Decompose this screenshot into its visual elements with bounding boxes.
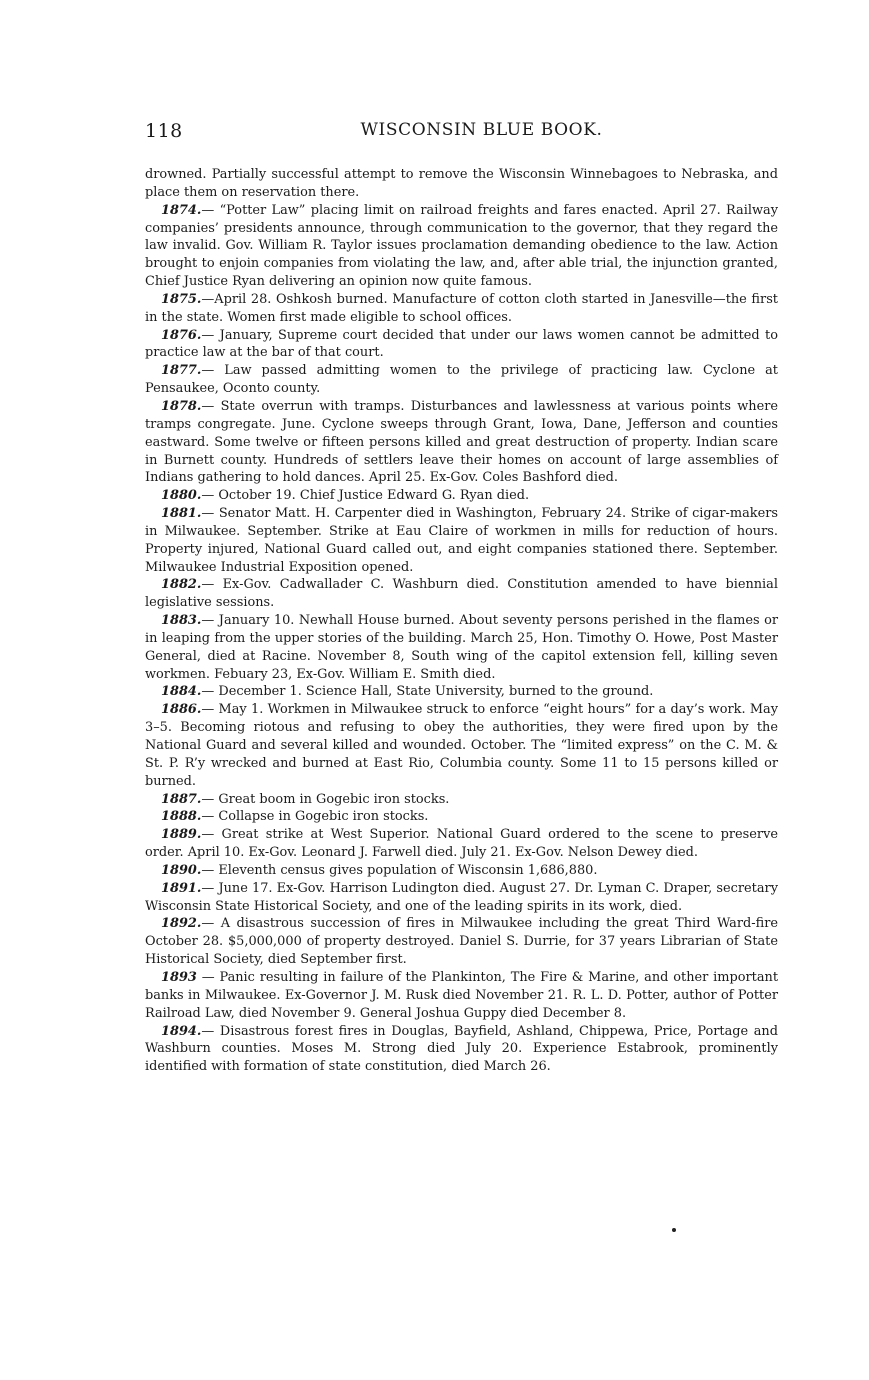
entry-year: 1890. xyxy=(161,862,202,878)
chronology-entry xyxy=(145,683,778,701)
chronology-entry xyxy=(145,327,778,363)
entry-text: — Great strike at West Superior. National Guard ordered to the scene to preserve order. April 10. Ex-Gov. Leonard J. Farwell died. July 21. Ex-Gov. Nelson Dewey died. xyxy=(145,827,778,861)
ink-speck xyxy=(672,1228,676,1232)
entry-year: 1881. xyxy=(161,506,202,522)
chronology-entry xyxy=(145,915,778,969)
entry-text: — January 10. Newhall House burned. About seventy persons perished in the flames or in leaping from the upper stories of the building. March 25, Hon. Timothy O. Howe, Post Master General, died at Racine. November 8, South wing of the capitol extension fell, killing seven workmen. Febuary 23, Ex-Gov. William E. Smith died. xyxy=(145,613,778,682)
entry-year: 1878. xyxy=(161,398,202,414)
entry-year: 1887. xyxy=(161,791,202,807)
entry-year: 1884. xyxy=(161,684,202,700)
entry-text: — January, Supreme court decided that under our laws women cannot be admitted to practice law at the bar of that court. xyxy=(145,327,778,361)
book-title: WISCONSIN BLUE BOOK. xyxy=(360,120,603,140)
running-head xyxy=(145,120,778,150)
entry-text: — May 1. Workmen in Milwaukee struck to enforce “eight hours” for a day’s work. May 3–5. Becoming riotous and refusing to obey the authorities, they were fired upon by the National Guard and several killed and wounded. October. The “limited express” on the C. M. & St. P. R’y wrecked and burned at East Rio, Columbia county. Some 11 to 15 persons killed or burned. xyxy=(145,702,778,789)
entry-year: 1875. xyxy=(161,291,202,307)
entry-text: —April 28. Oshkosh burned. Manufacture of cotton cloth started in Janesville—the first in the state. Women first made eligible to school offices. xyxy=(145,291,778,325)
entry-list xyxy=(145,202,778,1076)
chronology-entry xyxy=(145,969,778,1023)
entry-text: — Law passed admitting women to the privilege of practicing law. Cyclone at Pensaukee, Oconto county. xyxy=(145,363,778,397)
entry-year: 1894. xyxy=(161,1023,202,1039)
entry-year: 1889. xyxy=(161,827,202,843)
chronology-entry xyxy=(145,791,778,809)
chronology-entry xyxy=(145,487,778,505)
chronology-entry xyxy=(145,701,778,790)
entry-text: — State overrun with tramps. Disturbances and lawlessness at various points where tramps congregate. June. Cyclone sweeps through Grant, Iowa, Dane, Jefferson and counties eastward. Some twelve or fifteen persons killed and great destruction of property. Indian scare in Burnett county. Hundreds of settlers leave their homes on account of large assemblies of Indians gathering to hold dances. April 25. Ex-Gov. Coles Bashford died. xyxy=(145,398,778,486)
entry-text: — Eleventh census gives population of Wisconsin 1,686,880. xyxy=(201,862,598,878)
chronology-entry xyxy=(145,576,778,612)
chronology-entry xyxy=(145,808,778,826)
entry-year: 1891. xyxy=(161,880,202,896)
entry-text: — December 1. Science Hall, State University, burned to the ground. xyxy=(201,684,654,700)
chronology-body xyxy=(145,166,778,1076)
chronology-entry xyxy=(145,291,778,327)
chronology-entry xyxy=(145,612,778,683)
entry-year: 1886. xyxy=(161,702,202,718)
entry-year: 1883. xyxy=(161,613,202,629)
entry-text: — Great boom in Gogebic iron stocks. xyxy=(201,791,450,807)
page-number: 118 xyxy=(145,120,183,142)
chronology-entry xyxy=(145,826,778,862)
chronology-entry xyxy=(145,398,778,487)
entry-text: — Senator Matt. H. Carpenter died in Washington, February 24. Strike of cigar-makers in Milwaukee. September. Strike at Eau Claire of workmen in mills for reduction of hours. Property injured, National Guard called out, and eight companies stationed there. September. Milwaukee Industrial Exposition opened. xyxy=(145,506,778,575)
entry-year: 1874. xyxy=(161,202,202,218)
entry-text: — Disastrous forest fires in Douglas, Bayfield, Ashland, Chippewa, Price, Portage and Washburn counties. Moses M. Strong died July 20. Experience Estabrook, prominently identified with formation of state constitution, died March 26. xyxy=(145,1023,778,1075)
entry-year: 1892. xyxy=(161,916,202,932)
entry-year: 1893 xyxy=(161,969,197,985)
chronology-entry xyxy=(145,202,778,291)
entry-year: 1882. xyxy=(161,577,202,593)
entry-text: — Collapse in Gogebic iron stocks. xyxy=(201,809,429,825)
entry-text: — A disastrous succession of fires in Milwaukee including the great Third Ward-fire October 28. $5,000,000 of property destroyed. Daniel S. Durrie, for 37 years Librarian of State Historical Society, died September first. xyxy=(145,916,778,968)
entry-text: — “Potter Law” placing limit on railroad freights and fares enacted. April 27. Railway companies’ presidents announce, through communication to the governor, that they regard the law invalid. Gov. William R. Taylor issues proclamation demanding obedience to the law. Action brought to enjoin companies from violating the law, and, after able trial, the injunction granted, Chief Justice Ryan delivering an opinion now quite famous. xyxy=(145,202,778,290)
chronology-entry xyxy=(145,505,778,576)
entry-year: 1880. xyxy=(161,488,202,504)
entry-year: 1877. xyxy=(161,363,202,379)
chronology-entry xyxy=(145,362,778,398)
chronology-entry xyxy=(145,862,778,880)
entry-year: 1888. xyxy=(161,809,202,825)
chronology-entry xyxy=(145,880,778,916)
entry-text: — October 19. Chief Justice Edward G. Ryan died. xyxy=(201,488,530,504)
entry-text: — Ex-Gov. Cadwallader C. Washburn died. Constitution amended to have biennial legislative sessions. xyxy=(145,577,778,611)
chronology-entry xyxy=(145,1023,778,1077)
opening-paragraph: drowned. Partially successful attempt to remove the Wisconsin Winnebagoes to Nebraska, and place them on reservation there. xyxy=(145,167,778,200)
entry-text: — Panic resulting in failure of the Plankinton, The Fire & Marine, and other important banks in Milwaukee. Ex-Governor J. M. Rusk died November 21. R. L. D. Potter, author of Potter Railroad Law, died November 9. General Joshua Guppy died December 8. xyxy=(145,969,778,1021)
entry-year: 1876. xyxy=(161,327,202,343)
entry-text: — June 17. Ex-Gov. Harrison Ludington died. August 27. Dr. Lyman C. Draper, secretary Wisconsin State Historical Society, and one of the leading spirits in its work, died. xyxy=(145,880,778,914)
